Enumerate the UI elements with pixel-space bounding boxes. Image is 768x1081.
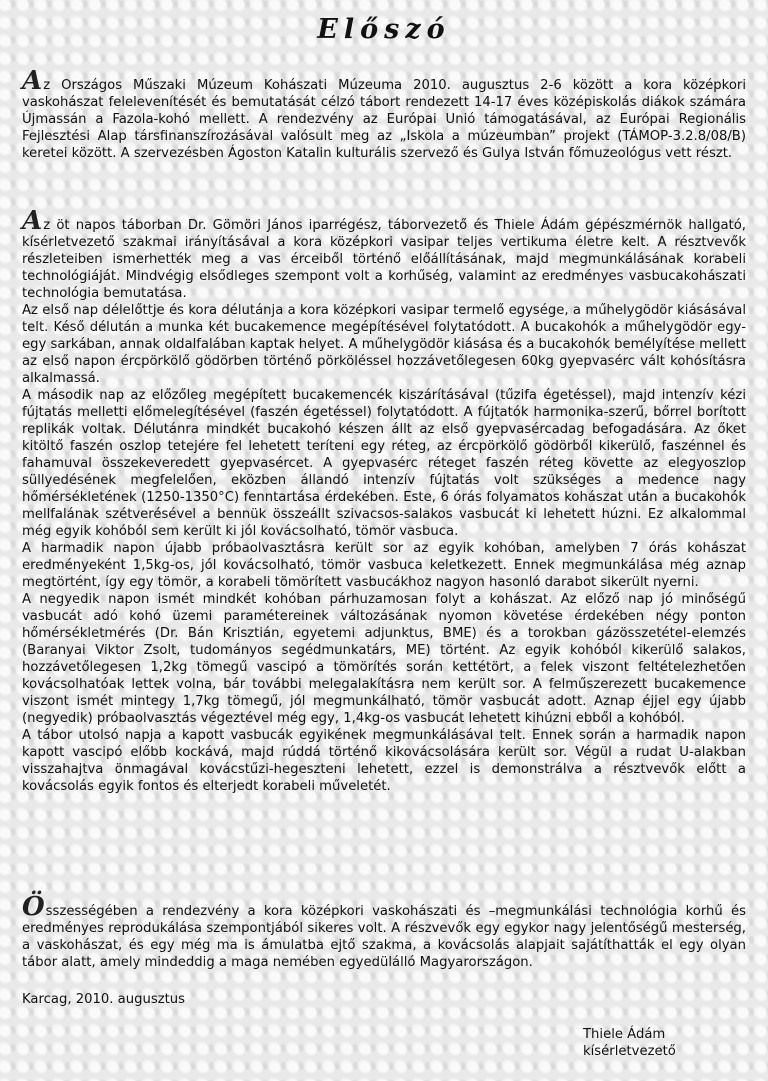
intro-paragraph [22,66,746,162]
drop-cap: A [22,206,43,236]
intro-text: z Országos Műszaki Múzeum Kohászati Múzeuma 2010. augusztus 2-6 között a kora középkori vaskohászat felelevenítését és bemutatását célzó tábort rendezett 14-17 éves középiskolás diákok számára Újmassán a Fazola-kohó mellett. A rendezvény az Európai Unió támogatásával, az Európai Regionális Fejlesztési Alap társfinanszírozásával valósult meg az „Iskola a múzeumban” projekt (TÁMOP-3.2.8/08/B) keretei között. A szervezésben Ágoston Katalin kulturális szervező és Gulya István főmuzeológus vett részt. [22,78,746,161]
body-paragraph-day-2: A második nap az előzőleg megépített bucakemencék kiszárításával (tűzifa égetéssel), majd intenzív kézi fújtatás melletti előmelegítésével (faszén égetéssel) folytatódott. A fújtatók harmonika-szerű, bőrrel borított replikák voltak. Délutánra mindkét bucakohó készen állt az első gyepvasércadag befogadására. Az őket kitöltő faszén oszlop tetejére fel lehetett teríteni egy réteg, az ércpörkölő gödörből kikerülő, faszénnel és fahamuval összekeveredett gyepvasércet. A gyepvasérc réteget faszén réteg követte az elegyoszlop süllyedésének megfelelően, eközben állandó intenzív fújtatás volt szükséges a medence nagy hőmérsékletének (1250-1350°C) fenntartása érdekében. Este, 6 órás folyamatos kohászat után a bucakohók mellfalának szétverésével a bennük összeállt szivacsos-salakos vasbucát ki lehetett húzni. Ez alkalommal még egyik kohóból sem került ki jól kovácsolható, tömör vasbuca. [22,388,746,539]
body-paragraph-day-4: A negyedik napon ismét mindkét kohóban párhuzamosan folyt a kohászat. Az előző nap jó minőségű vasbucát adó kohó üzemi paramétereinek változásának nyomon követése érdekében négy ponton hőmérsékletmérés (Dr. Bán Krisztián, egyetemi adjunktus, BME) és a torokban gázösszetétel-elemzés (Baranyai Viktor Zsolt, tudományos segédmunkatárs, ME) történt. Az egyik kohóból kikerülő salakos, hozzávetőlegesen 1,2kg tömegű vascipó a tömörítés során kettétört, a felek viszont feltételezhetően kovácsolhatóak lettek volna, bár további melegalakításra nem került sor. A felműszerezett bucakemence viszont ismét mintegy 1,7kg tömegű, jól megmunkálható, tömör vasbucát adott. Aznap éjjel egy újabb (negyedik) próbaolvasztás végeztével még egy, 1,4kg-os vasbucát lehetett kihúzni ebből a kohóból. [22,592,746,726]
body-paragraph-day-1: Az első nap délelőttje és kora délutánja a kora középkori vasipar termelő egysége, a műhelygödör kiásásával telt. Késő délután a munka két bucakemence megépítésével folytatódott. A bucakohók a műhelygödör egy-egy sarkában, annak oldalfalában kaptak helyet. A műhelygödör kiásása és a bucakohók bemélyítése mellett az első napon ércpörkölő gödörben történő pörköléssel hozzávetőlegesen 60kg gyepvasérc vált kohósításra alkalmassá. [22,303,746,386]
body-paragraph-day-5: A tábor utolsó napja a kapott vasbucák egyikének megmunkálásával telt. Ennek során a harmadik napon kapott vascipó előbb kockává, majd rúddá történő kikovácsolására került sor. Végül a rudat U-alakban visszahajtva önmagával kovácstűzi-hegeszteni lehetett, ezzel is demonstrálva a résztvevők előtt a kovácsolás egyik fontos és elterjedt korabeli műveletét. [22,728,746,794]
signature-role: kísérletvezető [583,1044,676,1059]
drop-cap: Ö [22,892,45,922]
summary-paragraph [22,892,746,971]
page-title: Előszó [317,14,451,45]
body-paragraph-day-3: A harmadik napon újabb próbaolvasztásra került sor az egyik kohóban, amelyben 7 órás kohászat eredményeként 1,5kg-os, jól kovácsolható, tömör vasbuca keletkezett. Ennek megmunkálása még aznap megtörtént, így egy tömör, a korabeli tömörített vasbucákhoz nagyon hasonló darabot sikerült nyerni. [22,541,746,590]
drop-cap: A [22,66,43,96]
body-lead-text: z öt napos táborban Dr. Gömöri János iparrégész, táborvezető és Thiele Ádám gépészmérnök hallgató, kísérletvezető szakmai irányításával a kora középkori vasipar teljes vertikuma életre kelt. A résztvevők részleteiben ismerhették meg a vas érceiből történő előállításának, majd megmunkálásának korabeli technológiáját. Mindvégig elsődleges szempont volt a korhűség, valamint az eredményes vasbucakohászati technológia bemutatása. [22,218,746,301]
signature-block [583,1026,676,1060]
body-section [22,206,746,795]
signature-name: Thiele Ádám [583,1027,666,1042]
summary-text: sszességében a rendezvény a kora középkori vaskohászati és –megmunkálási technológia korhű és eredményes reprodukálása szempontjából sikeres volt. A részvevők egy egykor nagy jelentőségű mesterség, a vaskohászat, és egy még ma is ámulatba ejtő szakma, a kovácsolás alapjait sajátíthatták el egy olyan tábor alatt, amely mindeddig a maga nemében egyedülálló Magyarországon. [22,904,746,970]
place-date: Karcag, 2010. augusztus [22,992,186,1007]
